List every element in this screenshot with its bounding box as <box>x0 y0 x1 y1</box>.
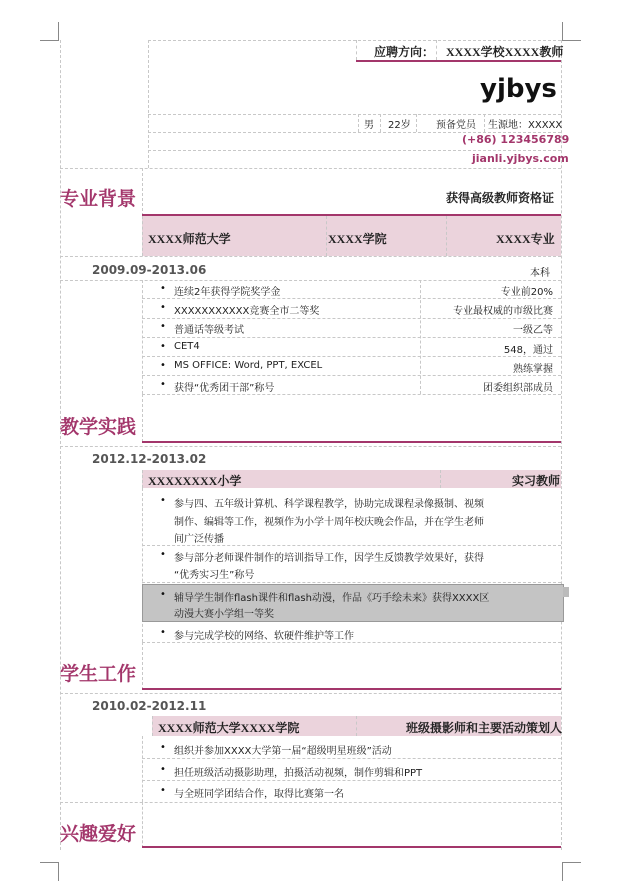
list-item: • 与全班同学团结合作，取得比赛第一名 <box>174 785 344 800</box>
row-line <box>60 256 561 257</box>
row-line <box>60 446 561 447</box>
row-line <box>142 375 561 376</box>
table-left-edge <box>60 40 61 850</box>
page-corner-mark <box>40 22 59 41</box>
list-item-note: 团委组织部成员 <box>483 383 553 394</box>
cell-line <box>356 40 357 60</box>
organization: XXXX师范大学XXXX学院 <box>158 721 300 735</box>
major-name: XXXX专业 <box>496 232 555 246</box>
section-title-teaching: 教学实践 <box>60 416 137 438</box>
resize-handle[interactable] <box>563 587 569 597</box>
row-line <box>142 356 561 357</box>
age: 22岁 <box>388 120 411 131</box>
cell-line <box>484 114 485 132</box>
list-item-line: 动漫大赛小学组一等奖 <box>174 609 274 620</box>
page-corner-mark <box>562 862 581 881</box>
list-item: • 参与完成学校的网络、软硬件维护等工作 <box>174 627 354 642</box>
list-item: • 担任班级活动摄影助理，拍摄活动视频，制作剪辑和PPT <box>174 764 422 779</box>
row-line <box>142 780 561 781</box>
list-item-line: “优秀实习生”称号 <box>174 570 255 581</box>
cell-line <box>142 736 143 802</box>
section-underline <box>142 688 561 690</box>
row-line <box>142 758 561 759</box>
row-line <box>142 298 561 299</box>
phone: (+86) 123456789 <box>462 133 570 146</box>
list-item: • MS OFFICE: Word, PPT, EXCEL <box>174 360 322 371</box>
internship-school: XXXXXXXX小学 <box>148 474 242 488</box>
position-value: XXXX学校XXXX教师 <box>446 45 564 59</box>
section-title-hobbies: 兴趣爱好 <box>60 823 137 845</box>
origin: 生源地：XXXXX <box>488 120 563 131</box>
row-line <box>142 337 561 338</box>
page-corner-mark <box>40 862 59 881</box>
list-item: • 连续2年获得学院奖学金 <box>174 283 280 298</box>
student-role: 班级摄影师和主要活动策划人 <box>406 721 563 735</box>
cell-line <box>446 216 447 256</box>
row-line <box>60 802 561 803</box>
teaching-date: 2012.12-2013.02 <box>92 452 207 466</box>
cell-line <box>416 114 417 132</box>
cell-line <box>356 716 357 736</box>
email: jianli.yjbys.com <box>472 152 569 165</box>
position-label: 应聘方向： <box>374 45 435 59</box>
section-title-background: 专业背景 <box>60 188 137 210</box>
list-item: • 普通话等级考试 <box>174 321 244 336</box>
school-name: XXXX师范大学 <box>148 232 231 246</box>
list-item-line: 间广泛传播 <box>174 534 224 545</box>
list-item-note: 熟练掌握 <box>513 364 553 375</box>
row-line <box>148 40 561 41</box>
cell-line <box>142 216 143 256</box>
certificate: 获得高级教师资格证 <box>446 191 555 205</box>
candidate-name: yjbys <box>480 74 557 104</box>
cell-line <box>152 716 153 736</box>
row-line <box>60 693 561 694</box>
page-corner-mark <box>562 22 581 41</box>
list-item: • 参与四、五年级计算机、科学课程教学，协助完成课程录像摄制、视频 <box>174 495 484 510</box>
degree: 本科 <box>530 268 550 279</box>
internship-role: 实习教师 <box>512 474 561 488</box>
list-item: • 参与部分老师课件制作的培训指导工作，因学生反馈教学效果好，获得 <box>174 549 484 564</box>
list-item-line: 制作、编辑等工作，视频作为小学十周年校庆晚会作品，并在学生老师 <box>174 517 484 528</box>
student-work-date: 2010.02-2012.11 <box>92 699 207 713</box>
list-item-note: 专业最权威的市级比赛 <box>453 306 553 317</box>
row-line <box>142 394 561 395</box>
row-line <box>60 280 561 281</box>
list-item: • 获得“优秀团干部”称号 <box>174 379 274 394</box>
cell-line <box>326 216 327 256</box>
cell-line <box>142 642 143 690</box>
section-underline <box>142 846 561 848</box>
cell-line <box>142 802 143 848</box>
cell-line <box>380 114 381 132</box>
row-line <box>142 318 561 319</box>
gender: 男 <box>364 120 374 131</box>
list-item: • CET4 <box>174 341 200 352</box>
row-line <box>142 582 561 583</box>
list-item: • XXXXXXXXXXX竞赛全市二等奖 <box>174 302 319 317</box>
cell-line <box>436 40 437 60</box>
row-line <box>148 150 561 151</box>
cell-line <box>142 394 143 442</box>
list-item-note: 一级乙等 <box>513 325 553 336</box>
position-underline <box>356 60 561 62</box>
section-underline <box>142 441 561 443</box>
background-date: 2009.09-2013.06 <box>92 263 207 277</box>
row-line <box>148 114 561 115</box>
cell-line <box>142 168 143 216</box>
college-name: XXXX学院 <box>328 232 387 246</box>
section-title-student-work: 学生工作 <box>60 663 137 685</box>
list-item: • 辅导学生制作flash课件和flash动漫，作品《巧手绘未来》获得XXXX区 <box>174 589 489 604</box>
list-item-note: 专业前20% <box>500 287 553 298</box>
list-item-note: 548，通过 <box>503 345 553 356</box>
header-divider <box>148 40 149 168</box>
cell-line <box>358 114 359 132</box>
cell-line <box>440 470 441 488</box>
politics: 预备党员 <box>436 120 476 131</box>
list-item: • 组织并参加XXXX大学第一届“超级明星班级”活动 <box>174 742 392 757</box>
row-line <box>60 168 561 169</box>
cell-line <box>142 470 143 488</box>
row-line <box>142 642 561 643</box>
row-line <box>142 545 561 546</box>
